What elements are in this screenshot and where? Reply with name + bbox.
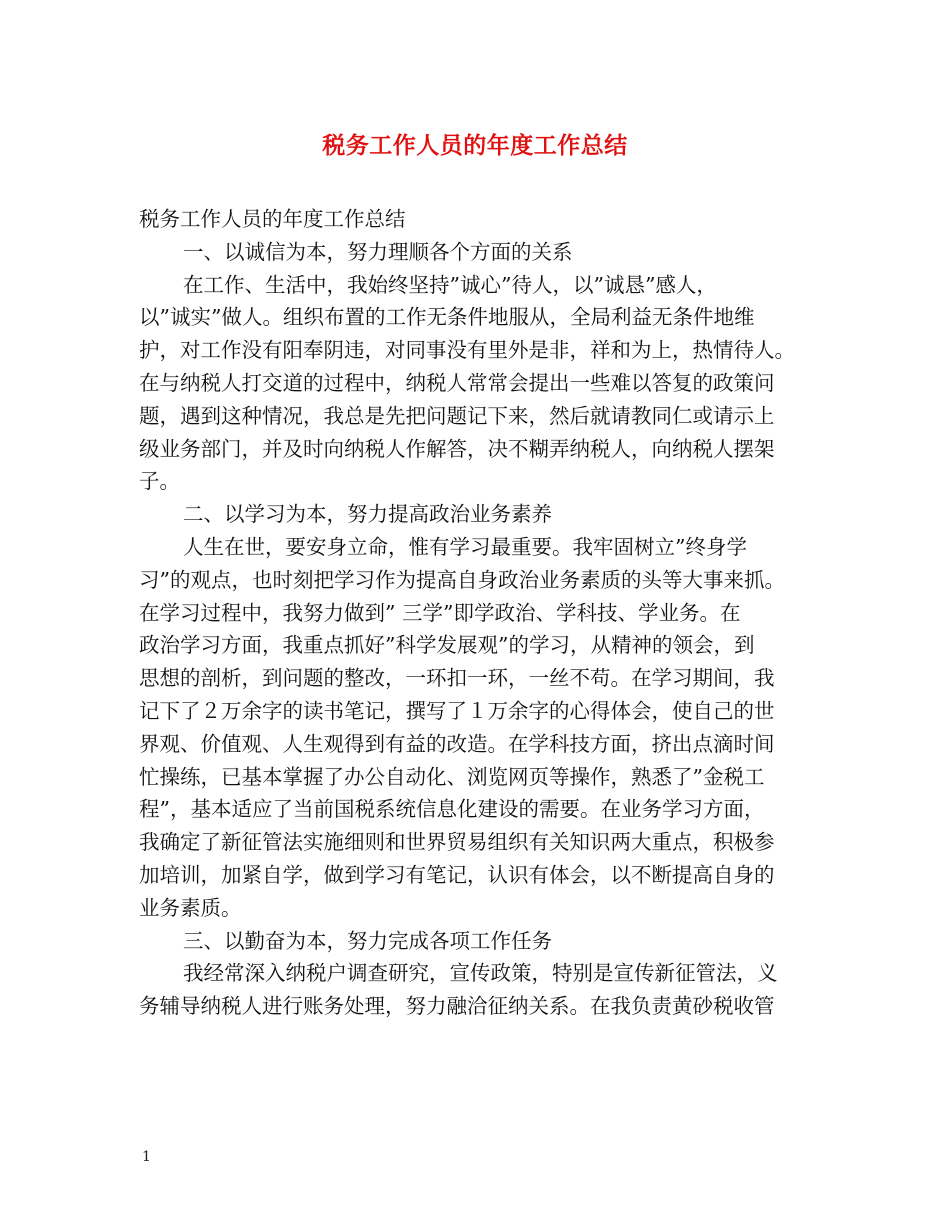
body-line: 在学习过程中，我努力做到” 三学”即学政治、学科技、学业务。在 [139, 600, 741, 625]
body-line: 思想的剖析，到问题的整改，一环扣一环，一丝不苟。在学习期间，我 [139, 666, 775, 691]
section-heading: 三、以勤奋为本，努力完成各项工作任务 [183, 928, 552, 953]
body-line: 级业务部门，并及时向纳税人作解答，决不糊弄纳税人，向纳税人摆架 [139, 436, 775, 461]
body-line: 在与纳税人打交道的过程中，纳税人常常会提出一些难以答复的政策问 [139, 370, 775, 395]
document-body [139, 203, 815, 1023]
body-line: 程”，基本适应了当前国税系统信息化建设的需要。在业务学习方面， [139, 797, 765, 822]
body-line: 习”的观点，也时刻把学习作为提高自身政治业务素质的头等大事来抓。 [139, 567, 785, 592]
body-line: 政治学习方面，我重点抓好”科学发展观”的学习，从精神的领会，到 [139, 633, 755, 658]
section-heading: 二、以学习为本，努力提高政治业务素养 [183, 502, 552, 527]
body-line: 务辅导纳税人进行账务处理，努力融洽征纳关系。在我负责黄砂税收管 [139, 994, 775, 1019]
body-line: 在工作、生活中，我始终坚持”诚心”待人，以”诚恳”感人， [183, 272, 717, 297]
body-line: 记下了２万余字的读书笔记，撰写了１万余字的心得体会，使自己的世 [139, 698, 775, 723]
body-line: 忙操练，已基本掌握了办公自动化、浏览网页等操作，熟悉了”金税工 [139, 764, 765, 789]
body-line: 我经常深入纳税户调查研究，宣传政策，特别是宣传新征管法，义 [183, 961, 778, 986]
body-line: 加培训，加紧自学，做到学习有笔记，认识有体会，以不断提高自身的 [139, 862, 775, 887]
body-line: 护，对工作没有阳奉阴违，对同事没有里外是非，祥和为上，热情待人。 [139, 338, 795, 363]
document-title: 税务工作人员的年度工作总结 [322, 132, 628, 159]
body-line: 税务工作人员的年度工作总结 [139, 207, 406, 231]
body-line: 以”诚实”做人。组织布置的工作无条件地服从，全局利益无条件地维 [139, 305, 755, 330]
body-line: 人生在世，要安身立命，惟有学习最重要。我牢固树立”终身学 [183, 534, 747, 559]
body-line: 我确定了新征管法实施细则和世界贸易组织有关知识两大重点，积极参 [139, 830, 775, 855]
body-line: 题，遇到这种情况，我总是先把问题记下来，然后就请教同仁或请示上 [139, 403, 775, 428]
page-number: 1 [142, 1149, 151, 1165]
section-heading: 一、以诚信为本，努力理顺各个方面的关系 [183, 239, 573, 264]
body-line: 业务素质。 [139, 895, 242, 920]
body-line: 界观、价值观、人生观得到有益的改造。在学科技方面，挤出点滴时间 [139, 731, 775, 756]
body-line: 子。 [139, 469, 180, 494]
